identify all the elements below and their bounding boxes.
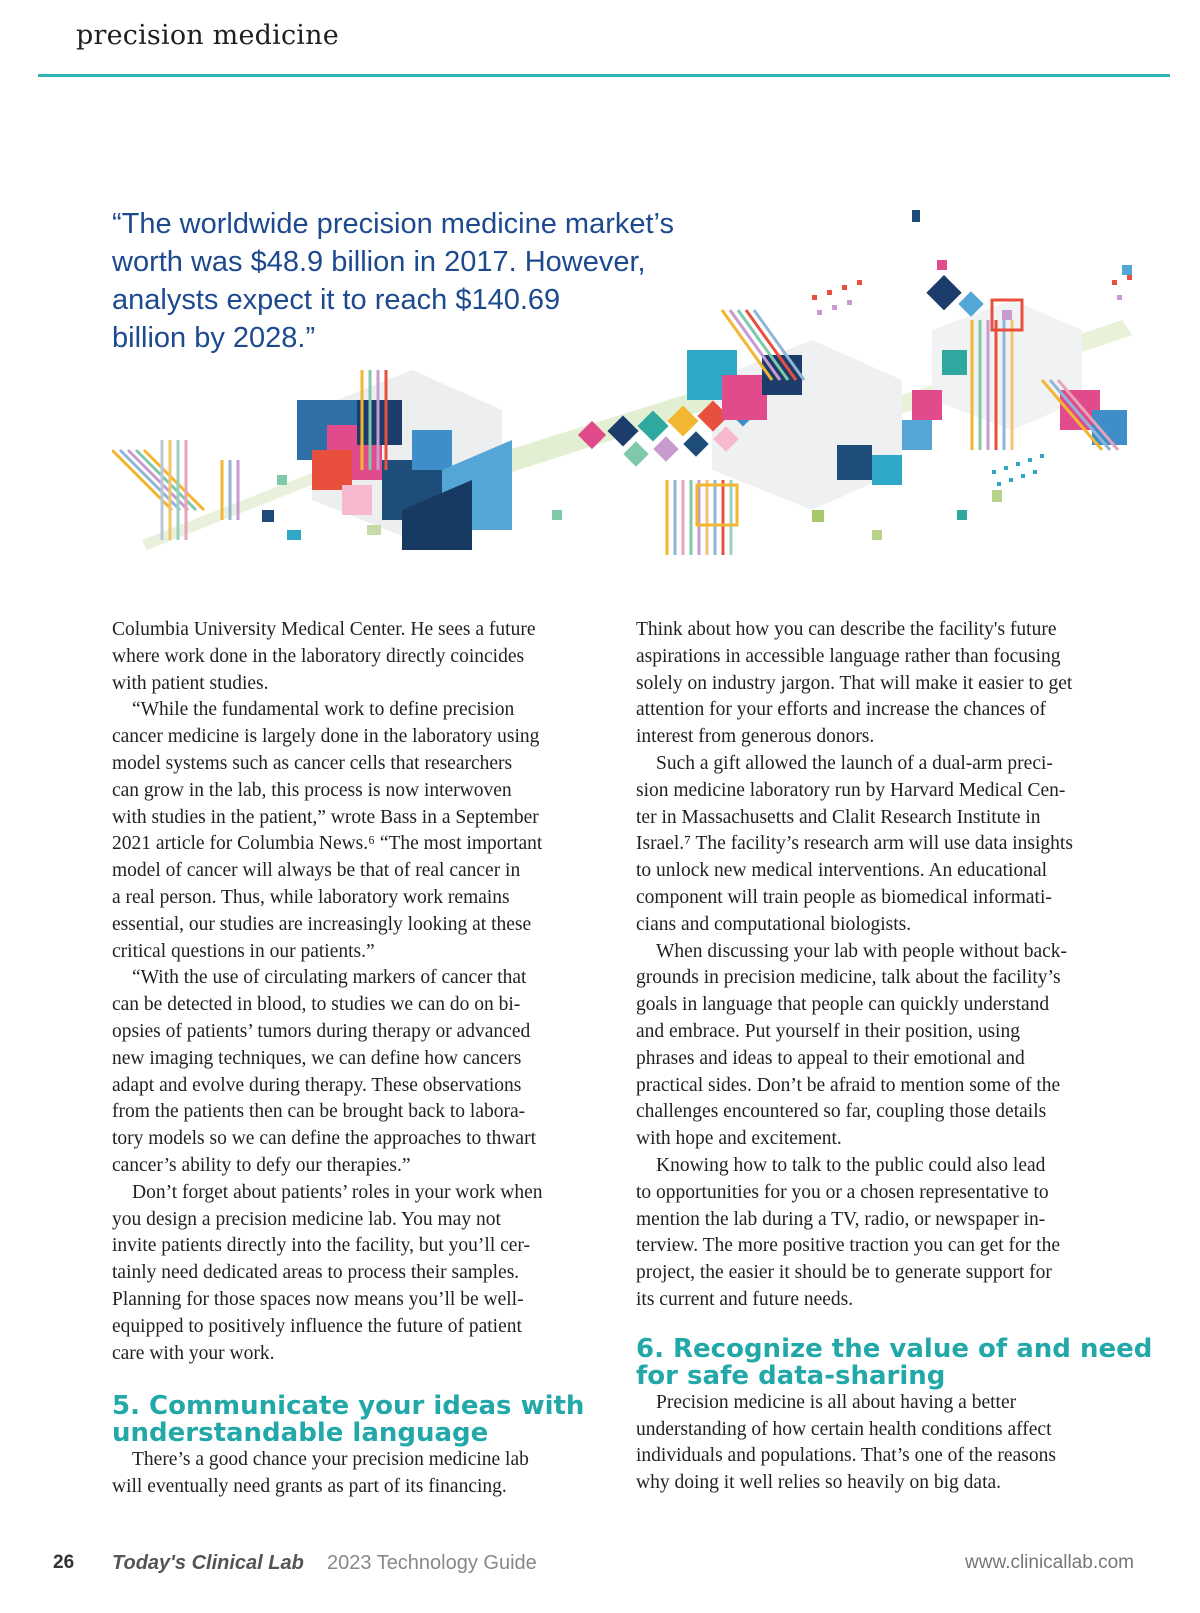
pull-quote-line: worth was $48.9 billion in 2017. However, [112, 246, 646, 278]
text-line: with studies in the patient,” wrote Bass in a September [112, 806, 539, 828]
text-line: tainly need dedicated areas to process their samples. [112, 1262, 520, 1284]
paragraph [112, 697, 612, 965]
text-line: cancer’s ability to defy our therapies.” [112, 1154, 411, 1176]
pull-quote-line: analysts expect it to reach $140.69 [112, 284, 561, 316]
text-line: why doing it well relies so heavily on big data. [636, 1472, 1002, 1494]
text-line: cancer medicine is largely done in the laboratory using [112, 726, 540, 748]
text-line: you design a precision medicine lab. You may not [112, 1208, 501, 1230]
text-line: model of cancer will always be that of real cancer in [112, 860, 521, 882]
paragraph [636, 939, 1136, 1153]
text-line: goals in language that people can quickly understand [636, 994, 1050, 1016]
text-line: Planning for those spaces now means you’ll be well- [112, 1288, 524, 1310]
text-line: “With the use of circulating markers of cancer that [132, 967, 527, 989]
text-line: sion medicine laboratory run by Harvard Medical Cen- [636, 779, 1066, 801]
page-footer [0, 1552, 1200, 1582]
paragraph [636, 1390, 1136, 1497]
heading-line: 6. Recognize the value of and need [636, 1333, 1153, 1364]
text-line: critical questions in our patients.” [112, 940, 375, 962]
text-line: Think about how you can describe the facility's future [636, 619, 1057, 640]
text-line: practical sides. Don’t be afraid to mention some of the [636, 1074, 1061, 1096]
text-line: new imaging techniques, we can define how cancers [112, 1047, 522, 1069]
pull-quote-line: billion by 2028.” [112, 322, 316, 354]
heading-line: 5. Communicate your ideas with [112, 1391, 585, 1422]
text-line: challenges encountered so far, coupling those details [636, 1101, 1047, 1123]
paragraph [112, 965, 612, 1179]
text-line: cians and computational biologists. [636, 913, 912, 935]
text-line: There’s a good chance your precision medicine lab [132, 1449, 529, 1471]
text-line: from the patients then can be brought back to labora- [112, 1101, 526, 1123]
text-line: a real person. Thus, while laboratory work remains [112, 886, 510, 908]
text-line: can be detected in blood, to studies we can do on bi- [112, 994, 521, 1016]
text-line: 2021 article for Columbia News.⁶ “The most important [112, 833, 543, 855]
text-line: opsies of patients’ tumors during therapy or advanced [112, 1020, 531, 1042]
paragraph [636, 1153, 1136, 1314]
paragraph [112, 617, 612, 697]
text-line: tory models so we can define the approaches to thwart [112, 1128, 536, 1150]
text-line: When discussing your lab with people without back- [656, 940, 1068, 962]
text-line: and embrace. Put yourself in their position, using [636, 1020, 1020, 1042]
right-column [636, 617, 1153, 1497]
text-line: project, the easier it should be to generate support for [636, 1262, 1052, 1284]
header-divider [38, 74, 1170, 77]
text-line: adapt and evolve during therapy. These observations [112, 1074, 522, 1096]
text-line: Columbia University Medical Center. He sees a future [112, 619, 536, 640]
text-line: care with your work. [112, 1342, 275, 1364]
text-line: ter in Massachusetts and Clalit Research Institute in [636, 806, 1041, 828]
website-url: www.clinicallab.com [965, 1552, 1134, 1573]
text-line: “While the fundamental work to define precision [132, 699, 515, 721]
text-line: grounds in precision medicine, talk about the facility’s [636, 967, 1061, 989]
heading-line: for safe data-sharing [636, 1360, 946, 1391]
pull-quote [112, 205, 812, 357]
section-label: precision medicine [76, 20, 339, 51]
text-line: with hope and excitement. [636, 1128, 842, 1150]
publication-name: Today's Clinical Lab [112, 1552, 304, 1574]
pull-quote-line: “The worldwide precision medicine market’s [112, 208, 674, 240]
text-line: Israel.⁷ The facility’s research arm will use data insights [636, 833, 1073, 855]
page-number: 26 [53, 1552, 75, 1573]
text-line: interest from generous donors. [636, 726, 875, 748]
text-line: its current and future needs. [636, 1288, 854, 1310]
text-line: where work done in the laboratory directly coincides [112, 645, 525, 667]
text-line: with patient studies. [112, 672, 269, 694]
text-line: equipped to positively influence the future of patient [112, 1315, 522, 1337]
text-line: invite patients directly into the facility, but you’ll cer- [112, 1235, 531, 1257]
section-heading-5 [112, 1393, 612, 1447]
text-line: model systems such as cancer cells that researchers [112, 752, 513, 774]
heading-line: understandable language [112, 1418, 489, 1449]
text-line: to unlock new medical interventions. An educational [636, 860, 1048, 882]
text-line: can grow in the lab, this process is now interwoven [112, 779, 512, 801]
text-line: individuals and populations. That’s one of the reasons [636, 1445, 1056, 1467]
paragraph [636, 617, 1136, 751]
text-line: Don’t forget about patients’ roles in your work when [132, 1181, 543, 1203]
text-line: will eventually need grants as part of its financing. [112, 1476, 507, 1498]
issue-title: 2023 Technology Guide [327, 1552, 537, 1574]
text-line: Such a gift allowed the launch of a dual-arm preci- [656, 752, 1053, 774]
text-line: understanding of how certain health conditions affect [636, 1418, 1052, 1440]
text-line: terview. The more positive traction you can get for the [636, 1235, 1060, 1257]
section-heading-6 [636, 1333, 1153, 1391]
left-column [112, 617, 612, 1501]
text-line: essential, our studies are increasingly looking at these [112, 913, 532, 935]
text-line: Precision medicine is all about having a better [656, 1391, 1017, 1413]
text-line: attention for your efforts and increase the chances of [636, 699, 1047, 721]
text-line: Knowing how to talk to the public could also lead [656, 1154, 1046, 1176]
paragraph [112, 1447, 612, 1501]
text-line: solely on industry jargon. That will make it easier to get [636, 672, 1073, 694]
text-line: to opportunities for you or a chosen representative to [636, 1181, 1049, 1203]
paragraph [112, 1180, 612, 1368]
text-line: component will train people as biomedical informati- [636, 886, 1052, 908]
text-line: phrases and ideas to appeal to their emotional and [636, 1047, 1025, 1069]
text-line: mention the lab during a TV, radio, or newspaper in- [636, 1208, 1046, 1230]
paragraph [636, 751, 1136, 939]
text-line: aspirations in accessible language rather than focusing [636, 645, 1061, 667]
